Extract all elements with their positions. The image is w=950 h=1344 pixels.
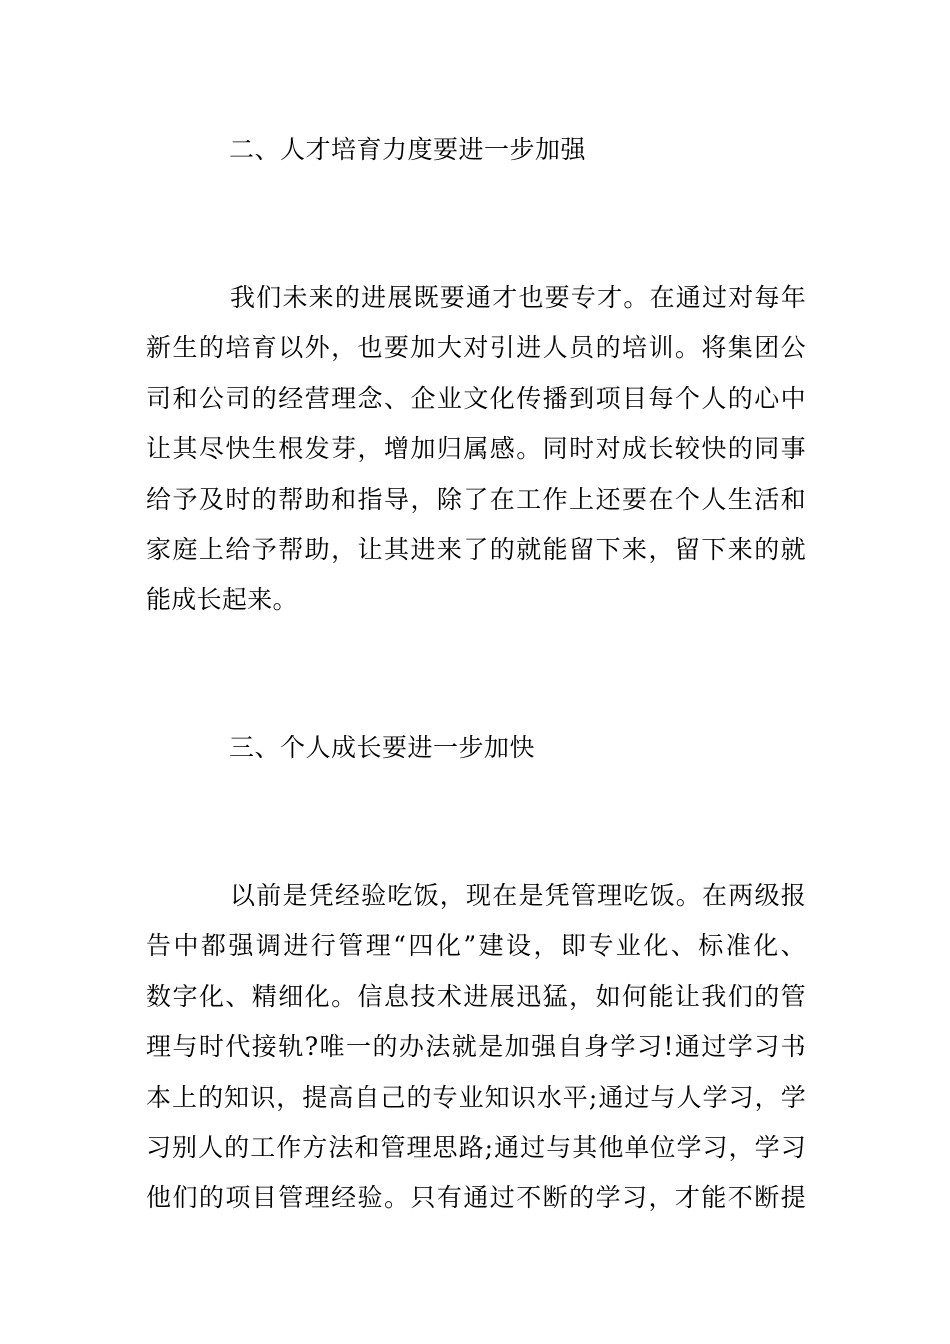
paragraph-line: 本上的知识，提高自己的专业知识水平;通过与人学习，学 (146, 1082, 806, 1112)
paragraph-line: 数字化、精细化。信息技术进展迅猛，如何能让我们的管 (146, 981, 806, 1011)
paragraph-line: 他们的项目管理经验。只有通过不断的学习，才能不断提 (146, 1183, 806, 1213)
paragraph-line: 理与时代接轨?唯一的办法就是加强自身学习!通过学习书 (146, 1032, 806, 1062)
paragraph-line: 习别人的工作方法和管理思路;通过与其他单位学习，学习 (146, 1132, 806, 1162)
paragraph-line: 司和公司的经营理念、企业文化传播到项目每个人的心中 (146, 383, 806, 413)
paragraph-line: 以前是凭经验吃饭，现在是凭管理吃饭。在两级报 (230, 881, 806, 910)
paragraph-talent-training (146, 273, 806, 626)
paragraph-line: 家庭上给予帮助，让其进来了的就能留下来，留下来的就 (146, 534, 806, 564)
paragraph-line: 新生的培育以外，也要加大对引进人员的培训。将集团公 (146, 333, 806, 363)
paragraph-line: 能成长起来。 (146, 585, 298, 615)
paragraph-line: 我们未来的进展既要通才也要专才。在通过对每年 (230, 283, 806, 312)
paragraph-line: 让其尽快生根发芽，增加归属感。同时对成长较快的同事 (146, 434, 806, 464)
paragraph-line: 给予及时的帮助和指导，除了在工作上还要在个人生活和 (146, 484, 806, 514)
section-heading-personal-growth: 三、个人成长要进一步加快 (229, 733, 536, 762)
paragraph-personal-growth (146, 871, 806, 1224)
paragraph-line: 告中都强调进行管理“四化”建设，即专业化、标准化、 (146, 931, 806, 961)
section-heading-talent-training: 二、人才培育力度要进一步加强 (229, 135, 587, 164)
